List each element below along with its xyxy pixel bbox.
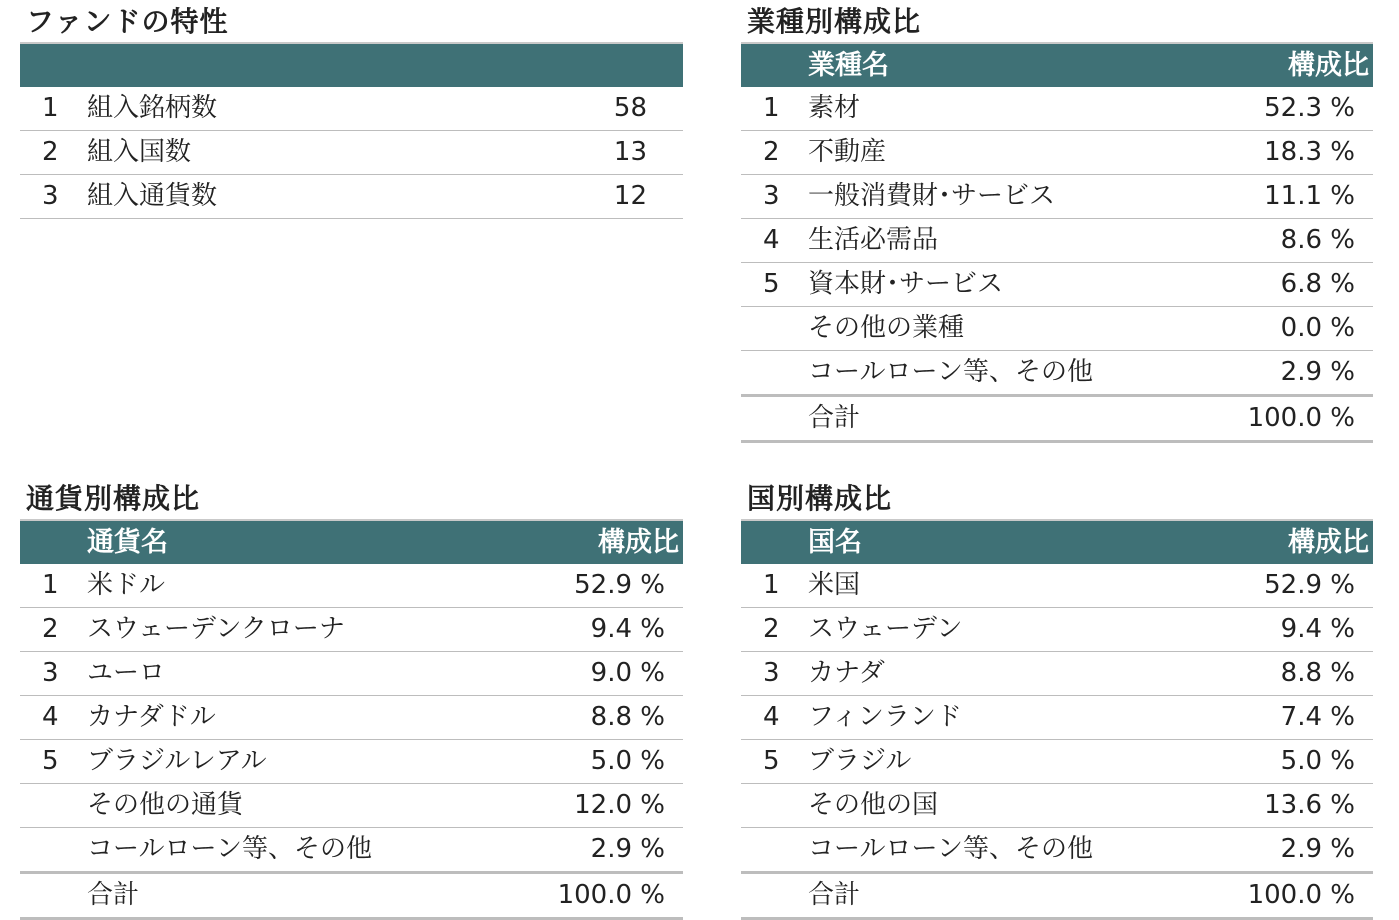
row-label: カナダ	[808, 658, 885, 688]
table-row	[20, 87, 683, 131]
row-label: 合計	[808, 403, 861, 433]
country-breakdown-header	[741, 519, 1373, 564]
table-row	[741, 828, 1373, 874]
table-row	[741, 564, 1373, 608]
table-row	[20, 784, 683, 828]
fund-characteristics-panel	[20, 2, 683, 219]
row-label: その他の国	[808, 790, 939, 820]
row-value: 0.0 %	[1280, 313, 1355, 343]
column-header-value: 構成比	[598, 527, 679, 558]
row-number: 5	[42, 746, 59, 776]
row-label: 合計	[808, 880, 861, 910]
row-number: 2	[763, 614, 780, 644]
table-row	[741, 175, 1373, 219]
row-value: 52.9 %	[1264, 570, 1355, 600]
row-value: 7.4 %	[1280, 702, 1355, 732]
row-number: 1	[763, 93, 780, 123]
row-label: ブラジル	[808, 746, 912, 776]
row-number: 4	[42, 702, 59, 732]
row-label: ブラジルレアル	[87, 746, 267, 776]
row-label: その他の業種	[808, 313, 965, 343]
row-number: 3	[42, 658, 59, 688]
row-value: 2.9 %	[1280, 834, 1355, 864]
row-label: ユーロ	[87, 658, 166, 688]
column-header-name: 国名	[808, 527, 862, 558]
total-row	[741, 397, 1373, 443]
row-number: 4	[763, 225, 780, 255]
row-number: 3	[763, 658, 780, 688]
country-breakdown-title: 国別構成比	[747, 482, 893, 515]
table-row	[20, 175, 683, 219]
column-header-value: 構成比	[1288, 527, 1369, 558]
row-label: 組入国数	[87, 137, 192, 167]
table-row	[741, 219, 1373, 263]
row-value: 8.8 %	[590, 702, 665, 732]
column-header-name: 業種名	[808, 50, 889, 81]
table-row	[20, 564, 683, 608]
sector-breakdown-panel	[741, 2, 1373, 443]
table-row	[20, 696, 683, 740]
table-row	[741, 131, 1373, 175]
row-value: 6.8 %	[1280, 269, 1355, 299]
table-row	[741, 784, 1373, 828]
row-value: 52.3 %	[1264, 93, 1355, 123]
row-value: 18.3 %	[1264, 137, 1355, 167]
row-value: 9.4 %	[590, 614, 665, 644]
row-value: 12	[613, 181, 647, 211]
row-number: 4	[763, 702, 780, 732]
row-value: 2.9 %	[590, 834, 665, 864]
table-row	[741, 307, 1373, 351]
row-label: 一般消費財･サービス	[808, 181, 1056, 211]
row-value: 5.0 %	[1280, 746, 1355, 776]
table-row	[741, 263, 1373, 307]
row-number: 2	[763, 137, 780, 167]
row-number: 1	[42, 93, 59, 123]
sector-breakdown-title: 業種別構成比	[747, 5, 922, 38]
row-label: 米国	[808, 570, 861, 600]
row-number: 1	[42, 570, 59, 600]
row-value: 8.6 %	[1280, 225, 1355, 255]
row-value: 100.0 %	[1247, 403, 1355, 433]
table-row	[741, 351, 1373, 397]
column-header-value: 構成比	[1288, 50, 1369, 81]
fund-characteristics-header	[20, 42, 683, 87]
table-row	[20, 828, 683, 874]
row-number: 3	[42, 181, 59, 211]
total-row	[741, 874, 1373, 920]
row-label: 生活必需品	[808, 225, 939, 255]
table-row	[741, 652, 1373, 696]
row-value: 9.0 %	[590, 658, 665, 688]
row-value: 52.9 %	[574, 570, 665, 600]
row-label: コールローン等、その他	[808, 834, 1093, 864]
row-number: 2	[42, 614, 59, 644]
row-value: 13	[613, 137, 647, 167]
row-label: 合計	[87, 880, 140, 910]
row-label: 米ドル	[87, 570, 166, 600]
row-number: 3	[763, 181, 780, 211]
row-number: 5	[763, 746, 780, 776]
row-label: スウェーデン	[808, 614, 963, 644]
row-label: その他の通貨	[87, 790, 244, 820]
table-row	[20, 608, 683, 652]
row-label: コールローン等、その他	[808, 357, 1093, 387]
total-row	[20, 874, 683, 920]
column-header-name: 通貨名	[87, 527, 168, 558]
row-label: フィンランド	[808, 702, 962, 732]
table-row	[20, 652, 683, 696]
row-label: スウェーデンクローナ	[87, 614, 345, 644]
country-breakdown-panel	[741, 479, 1373, 920]
row-value: 8.8 %	[1280, 658, 1355, 688]
row-number: 1	[763, 570, 780, 600]
row-value: 5.0 %	[590, 746, 665, 776]
row-number: 2	[42, 137, 59, 167]
row-label: 組入銘柄数	[87, 93, 218, 123]
table-row	[20, 740, 683, 784]
row-label: 資本財･サービス	[808, 269, 1004, 299]
row-value: 9.4 %	[1280, 614, 1355, 644]
table-row	[741, 740, 1373, 784]
sector-breakdown-header	[741, 42, 1373, 87]
row-value: 2.9 %	[1280, 357, 1355, 387]
row-label: カナダドル	[87, 702, 216, 732]
row-label: 素材	[808, 93, 861, 123]
table-row	[20, 131, 683, 175]
fund-characteristics-title: ファンドの特性	[26, 5, 229, 38]
table-row	[741, 696, 1373, 740]
table-row	[741, 87, 1373, 131]
row-value: 13.6 %	[1264, 790, 1355, 820]
row-number: 5	[763, 269, 780, 299]
row-value: 100.0 %	[557, 880, 665, 910]
row-label: 組入通貨数	[87, 181, 218, 211]
row-label: 不動産	[808, 137, 887, 167]
row-value: 12.0 %	[574, 790, 665, 820]
row-value: 58	[613, 93, 647, 123]
row-label: コールローン等、その他	[87, 834, 372, 864]
currency-breakdown-header	[20, 519, 683, 564]
row-value: 11.1 %	[1264, 181, 1355, 211]
currency-breakdown-panel	[20, 479, 683, 920]
row-value: 100.0 %	[1247, 880, 1355, 910]
table-row	[741, 608, 1373, 652]
currency-breakdown-title: 通貨別構成比	[26, 482, 201, 515]
